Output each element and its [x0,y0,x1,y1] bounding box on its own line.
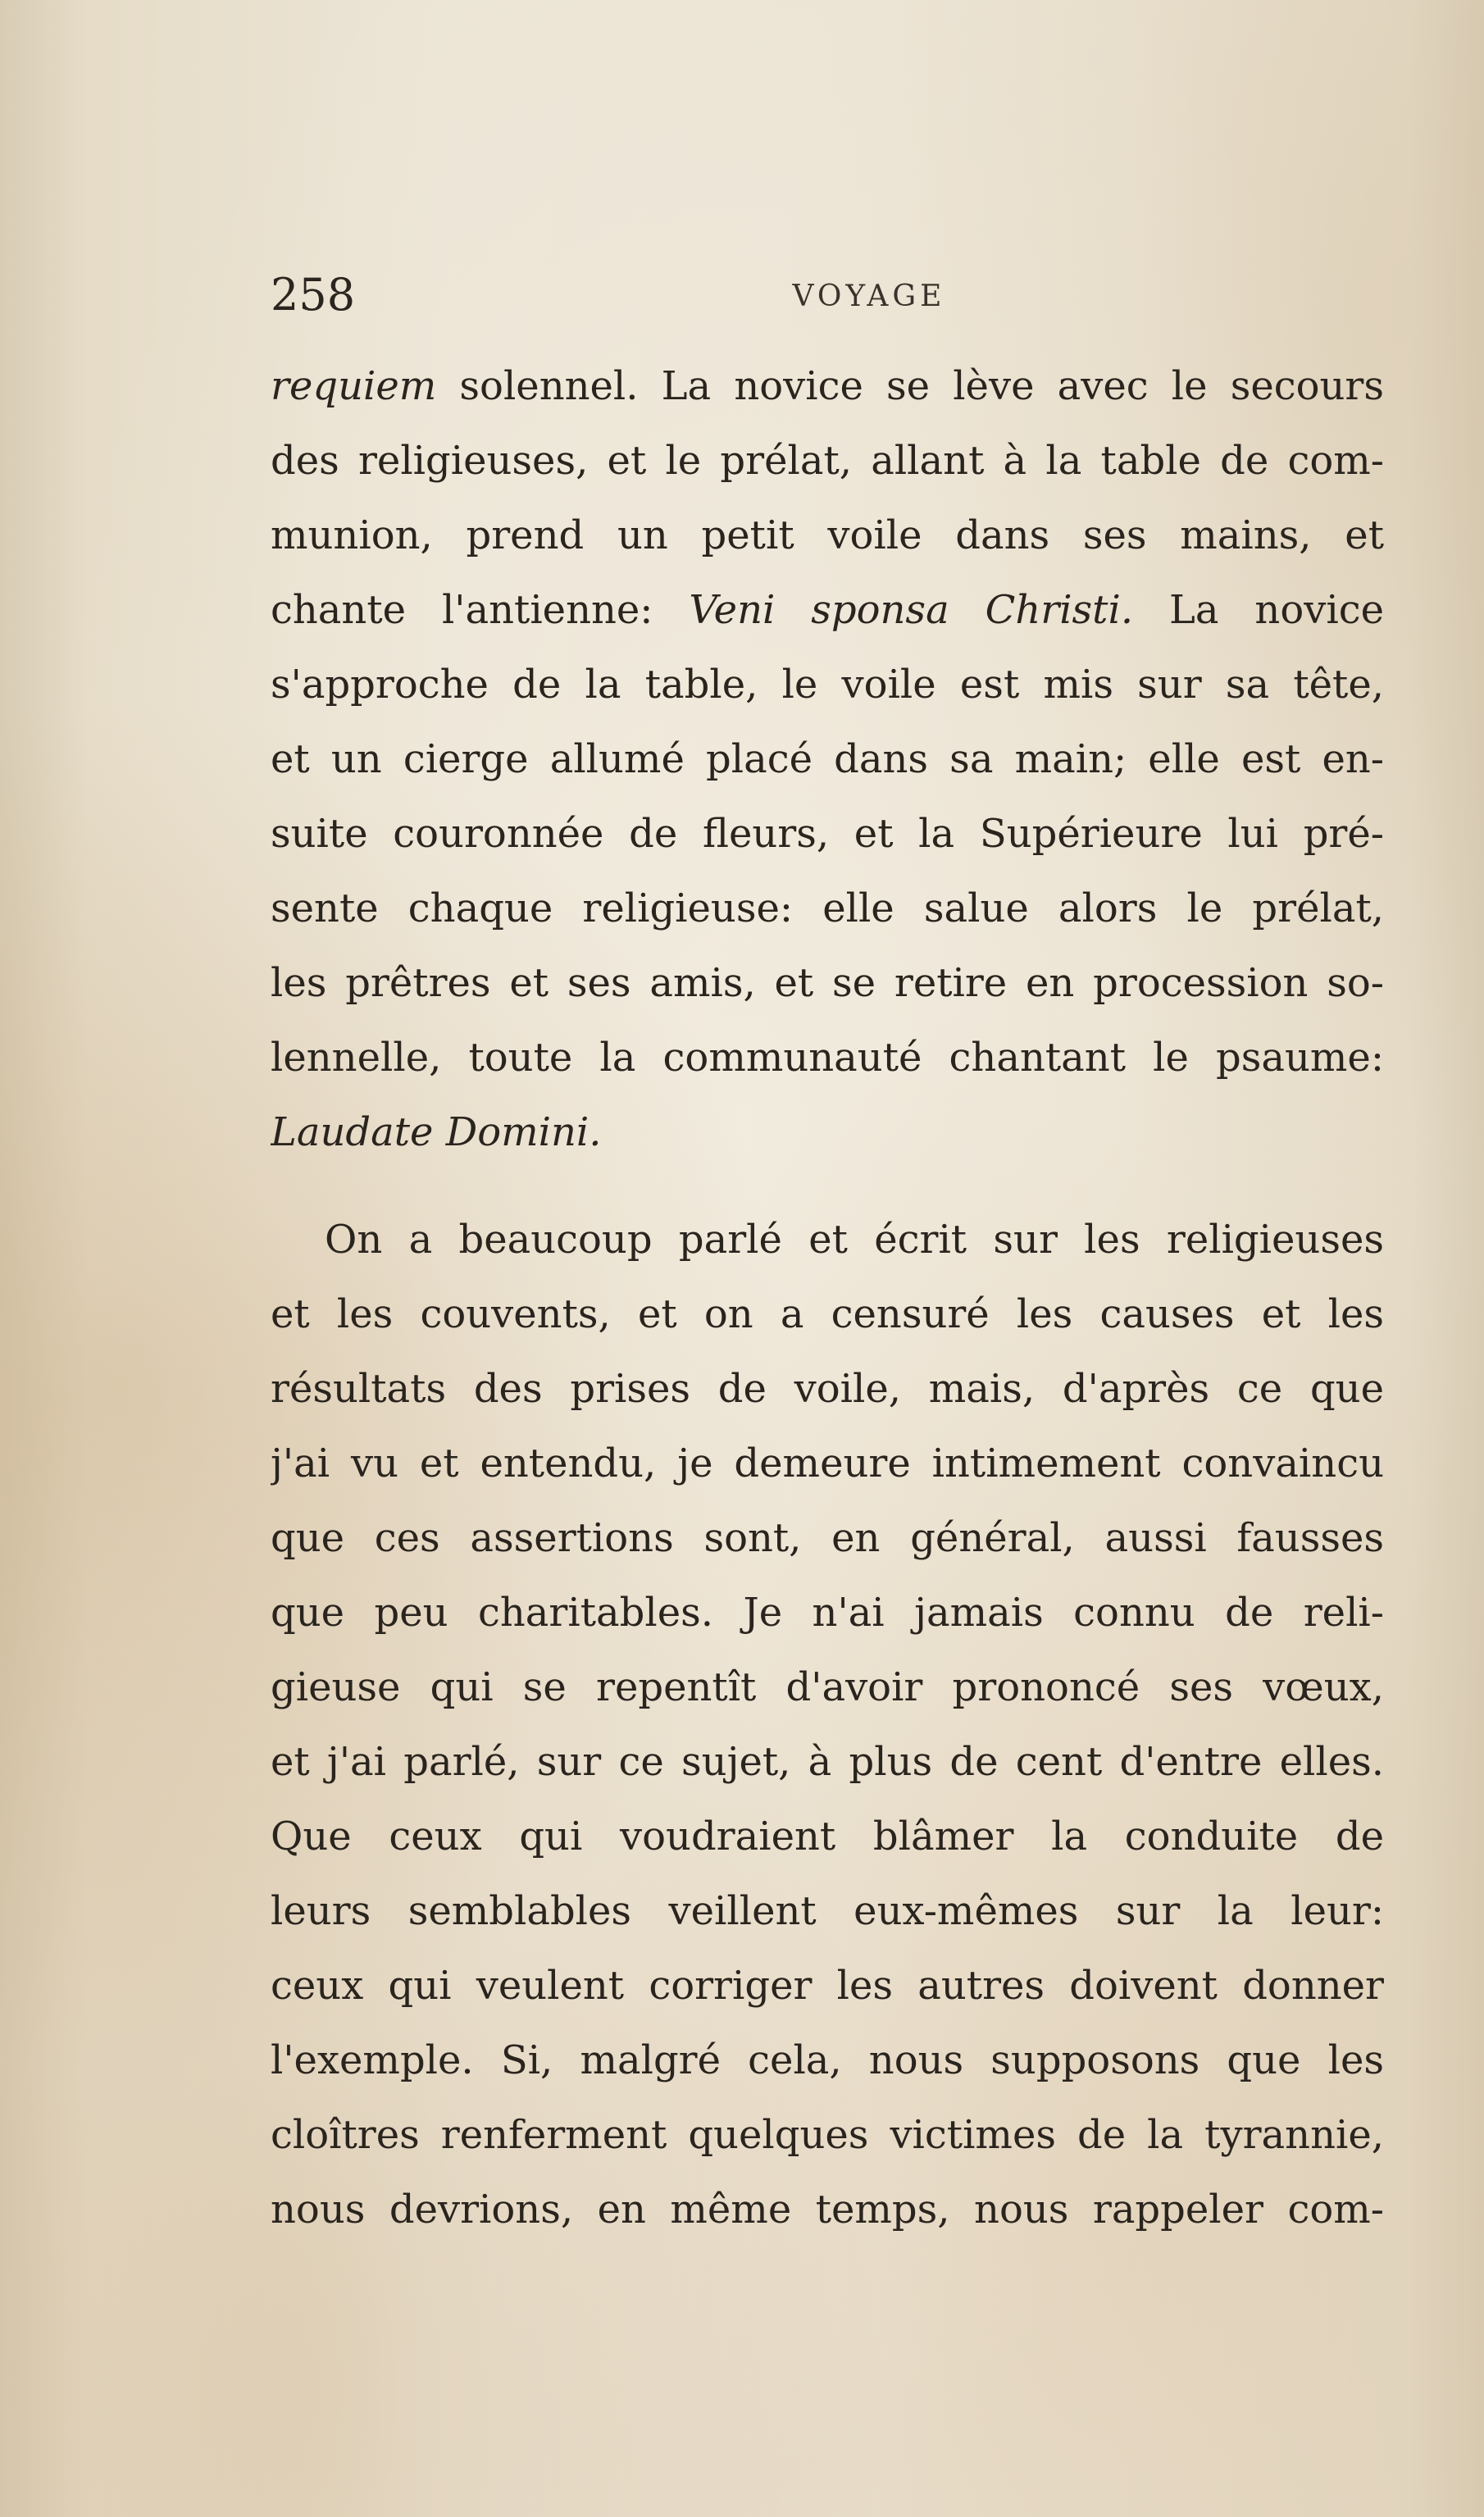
text-line: et un cierge allumé placé dans sa main; elle est en- [271,736,1384,782]
text-line: suite couronnée de fleurs, et la Supérieure lui pré- [271,811,1384,857]
text-line: l'exemple. Si, malgré cela, nous supposons que les [271,2037,1384,2083]
text-line: leurs semblables veillent eux-mêmes sur la leur: [271,1888,1384,1934]
running-head: VOYAGE [792,280,946,313]
text-line: lennelle, toute la communauté chantant le psaume: [271,1035,1384,1081]
text-line: s'approche de la table, le voile est mis sur sa tête, [271,662,1384,708]
text-line [271,349,1384,424]
text-line: cloîtres renferment quelques victimes de la tyrannie, [271,2112,1384,2158]
text-line: munion, prend un petit voile dans ses mains, et [271,512,1384,558]
italic-word: requiem [271,363,437,409]
page-number: 258 [271,269,356,321]
body-text [271,349,1384,2247]
text-line: nous devrions, en même temps, nous rappeler com- [271,2187,1384,2233]
paragraph-1 [271,349,1384,1170]
text-line: sente chaque religieuse: elle salue alors le prélat, [271,885,1384,931]
paragraph-2 [271,1203,1384,2247]
text-line: que ces assertions sont, en général, aussi fausses [271,1515,1384,1561]
text-line: gieuse qui se repentît d'avoir prononcé ses vœux, [271,1664,1384,1710]
text-line: que peu charitables. Je n'ai jamais connu de reli- [271,1590,1384,1636]
text-line: les prêtres et ses amis, et se retire en procession so- [271,960,1384,1006]
paragraph-gap [271,1170,1384,1203]
text-line [271,573,1384,648]
text-line: et j'ai parlé, sur ce sujet, à plus de cent d'entre elles. [271,1739,1384,1785]
text-line: Que ceux qui voudraient blâmer la conduite de [271,1814,1384,1859]
text-segment: chante l'antienne: [271,587,690,633]
italic-phrase: Laudate Domini. [271,1109,602,1155]
text-segment: La novice [1133,587,1384,633]
text-line: des religieuses, et le prélat, allant à la table de com- [271,438,1384,484]
page-header [271,271,1386,320]
text-line [271,1095,1384,1170]
italic-phrase: Veni sponsa Christi. [689,587,1134,633]
text-line: j'ai vu et entendu, je demeure intimement convaincu [271,1441,1384,1486]
text-line: ceux qui veulent corriger les autres doivent donner [271,1963,1384,2009]
text-line: résultats des prises de voile, mais, d'après ce que [271,1366,1384,1412]
text-line: On a beaucoup parlé et écrit sur les religieuses [325,1217,1384,1263]
text-line: et les couvents, et on a censuré les causes et les [271,1291,1384,1337]
text-segment: solennel. La novice se lève avec le secours [436,363,1384,409]
